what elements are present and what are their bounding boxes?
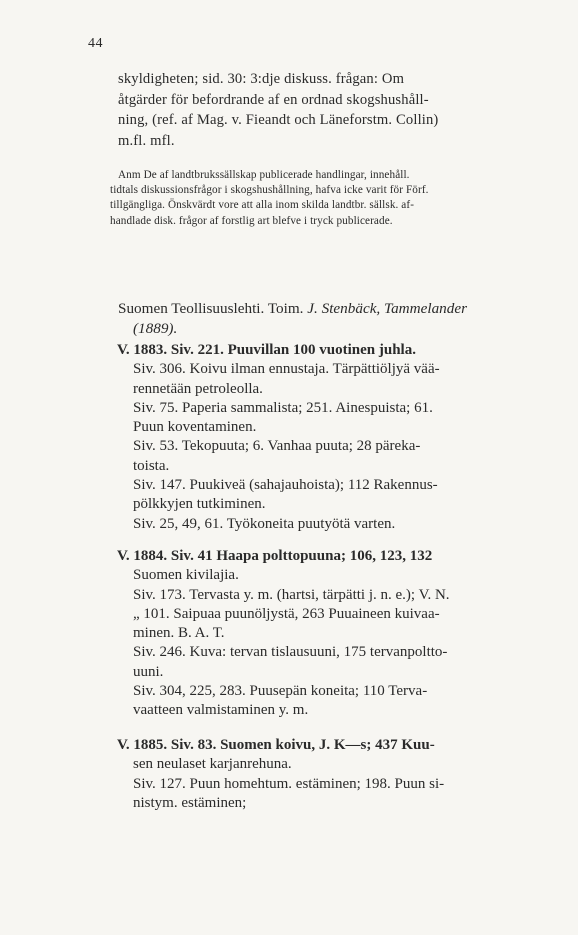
volume-line: sen neulaset karjanrehuna. xyxy=(133,756,292,773)
volume-line: Siv. 25, 49, 61. Työkoneita puutyötä varten. xyxy=(133,515,396,532)
volume-1884 xyxy=(117,547,547,721)
periodical-title: Suomen Teollisuuslehti. xyxy=(118,300,265,317)
volume-line: Siv. 306. Koivu ilman ennustaja. Tärpättiöljyä vää- xyxy=(133,361,440,378)
editors-names: J. Stenbäck, Tammelander xyxy=(307,300,468,317)
volume-line: Siv. 147. Puukiveä (sahajauhoista); 112 Rakennus- xyxy=(133,477,438,494)
volume-line: Siv. 173. Tervasta y. m. (hartsi, tärpätti j. n. e.); V. N. xyxy=(133,586,450,603)
volume-line: Siv. 304, 225, 283. Puusepän koneita; 110 Terva- xyxy=(133,683,428,700)
intro-line: ning, (ref. af Mag. v. Fieandt och Läneforstm. Collin) xyxy=(118,112,439,129)
volume-line: uuni. xyxy=(133,663,164,680)
volume-1885 xyxy=(117,736,547,813)
volume-line: toista. xyxy=(133,457,170,474)
note-line: tidtals diskussionsfrågor i skogshushållning, hafva icke varit för Förf. xyxy=(110,184,429,197)
volume-1883 xyxy=(117,341,547,534)
intro-line: skyldigheten; sid. 30: 3:dje diskuss. frågan: Om xyxy=(118,71,405,87)
volume-line: Siv. 127. Puun homehtum. estäminen; 198. Puun si- xyxy=(133,775,445,792)
volume-line: Siv. 53. Tekopuuta; 6. Vanhaa puuta; 28 päreka- xyxy=(133,438,421,455)
volume-line: „ 101. Saipuaa puunöljystä, 263 Puuaineen kuivaa- xyxy=(133,605,440,622)
intro-paragraph xyxy=(118,69,538,151)
editors-prefix: Toim. xyxy=(267,300,304,317)
entry-heading-line xyxy=(118,319,538,339)
volume-line: vaatteen valmistaminen y. m. xyxy=(133,702,309,719)
volume-heading-line: V. 1883. Siv. 221. Puuvillan 100 vuotinen juhla. xyxy=(117,342,416,358)
volume-heading-line: V. 1884. Siv. 41 Haapa polttopuuna; 106, 123, 132 xyxy=(117,548,433,564)
volume-line: nistym. estäminen; xyxy=(133,794,247,811)
page-number: 44 xyxy=(88,36,103,51)
volume-line: pölkkyjen tutkiminen. xyxy=(133,496,266,513)
intro-line: m.fl. mfl. xyxy=(118,132,175,149)
editors-year: (1889). xyxy=(133,320,178,337)
footnote-paragraph xyxy=(110,168,530,229)
volume-line: Puun koventaminen. xyxy=(133,419,257,436)
note-line: handlade disk. frågor af forstlig art blefve i tryck publicerade. xyxy=(110,214,393,227)
note-line: Anm De af landtbrukssällskap publicerade handlingar, innehåll. xyxy=(118,169,410,181)
volume-line: minen. B. A. T. xyxy=(133,625,225,642)
note-line: tillgängliga. Önskvärdt vore att alla inom skilda landtbr. sällsk. af- xyxy=(110,199,415,212)
volume-line: Siv. 75. Paperia sammalista; 251. Ainespuista; 61. xyxy=(133,399,433,416)
entry-heading-line xyxy=(118,299,538,319)
entry-heading xyxy=(118,299,538,339)
intro-line: åtgärder för befordrande af en ordnad skogshushåll- xyxy=(118,91,429,108)
volume-line: rennetään petroleolla. xyxy=(133,380,263,397)
volume-line: Suomen kivilajia. xyxy=(133,567,239,584)
volume-heading-line: V. 1885. Siv. 83. Suomen koivu, J. K—s; 437 Kuu- xyxy=(117,737,435,753)
volume-line: Siv. 246. Kuva: tervan tislausuuni, 175 tervanpoltto- xyxy=(133,644,448,661)
